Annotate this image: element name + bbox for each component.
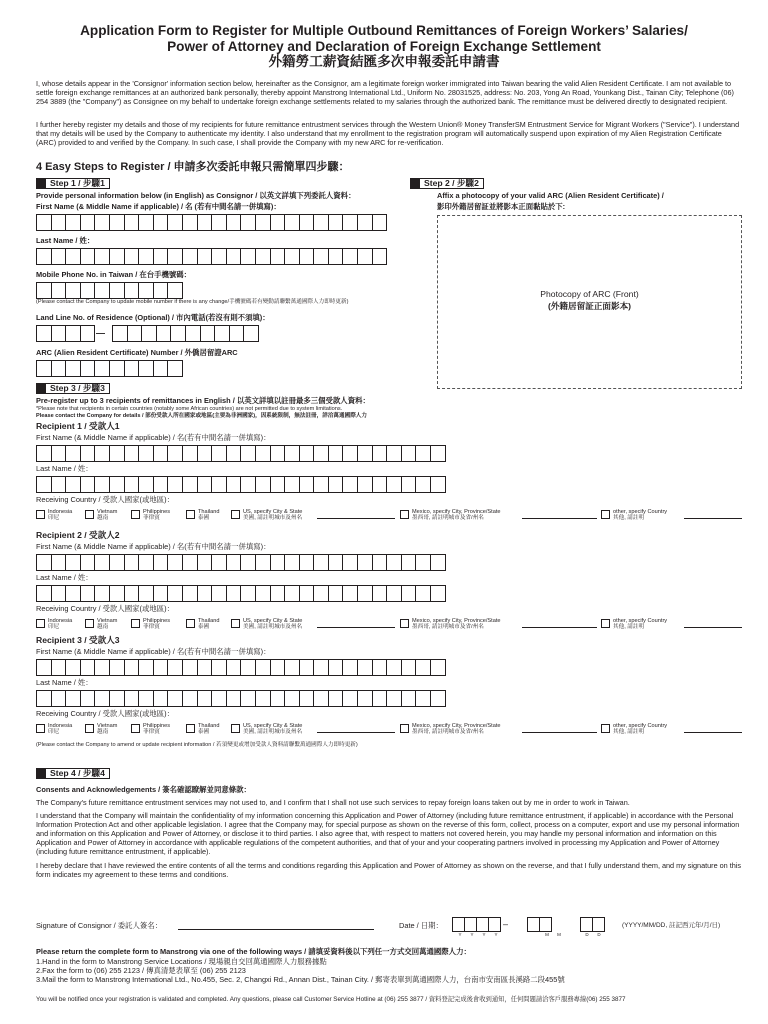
recipient-last-name-field[interactable] [36,585,445,602]
consignor-last-name-label: Last Name / 姓： [36,236,95,245]
other-country-line[interactable] [684,627,742,628]
receiving-country-label: Receiving Country / 受款人國家(或地區)： [36,604,174,613]
consent-paragraph-3: I hereby declare that I have reviewed the entire contents of all the terms and conditions regarding this Application and Power of Attorney as shown on the reverse, and that I fully understand them, and my signature on this form indicates my agreement to these terms and conditions. [36,861,741,879]
recipient-last-name-field[interactable] [36,476,445,493]
landline-dash: — [96,328,105,338]
country-option-label: Philippines 菲律賓 [143,618,171,631]
recipient-first-name-field[interactable] [36,445,445,462]
mobile-label: Mobile Phone No. in Taiwan / 在台手機號碼： [36,270,192,279]
country-option-label: Mexico, specify City, Province/State 墨西哥, 請註明城市及省/州名 [412,618,501,631]
country-option-label: other, specify Country 其他, 請註明 [613,509,668,522]
step3-contact-note: Please contact the Company for details / 部份受款人所在國家或地區(主要為非洲國家)，因系統限制，無法註冊，詳洽萬通國際人力 [36,413,367,419]
country-option-label: Indonesia 印尼 [48,723,73,736]
consignor-first-name-field[interactable] [36,214,386,231]
landline-area-field[interactable] [36,325,94,342]
country-checkbox-4[interactable] [186,510,195,519]
recipient-first-name-field[interactable] [36,554,445,571]
mexico-city-province-line[interactable] [522,732,597,733]
mobile-field[interactable] [36,282,182,299]
day-letters: D D [585,932,601,937]
date-day-field[interactable] [580,917,604,932]
signature-label: Signature of Consignor / 委託人簽名： [36,921,163,930]
recipient-first-name-label: First Name (& Middle Name if applicable) / 名(若有中間名請一併填寫)： [36,542,271,551]
country-checkbox-4[interactable] [186,619,195,628]
country-option-label: US, specify City & State 美國, 請註明城市及州名 [243,509,303,522]
date-month-field[interactable] [527,917,551,932]
us-city-state-line[interactable] [317,518,395,519]
mobile-note: (Please contact the Company to update mobile number if there is any change/手機號碼若有變動請聯繫萬通國際人力即時更新) [36,299,349,305]
step1-label: Step 1 / 步驟1 [36,178,110,189]
landline-label: Land Line No. of Residence (Optional) / 市內電話(若沒有則不須填)： [36,313,270,322]
landline-number-field[interactable] [112,325,258,342]
country-option-label: Thailand 泰國 [198,509,220,522]
recipient-first-name-field[interactable] [36,659,445,676]
consent-paragraph-1: The Company's future remittance entrustment services may not used to, and I confirm that I shall not use such services to repay foreign loans taken out by me in order to work in Taiwan. [36,798,630,807]
form-title-line1: Application Form to Register for Multiple Outbound Remittances of Foreign Workers’ Salaries/ [80,23,688,38]
year-letters: Y Y Y Y [458,932,498,937]
country-option-label: Vietnam 越南 [97,509,118,522]
country-option-label: US, specify City & State 美國, 請註明城市及州名 [243,723,303,736]
signature-line[interactable] [178,929,374,930]
footer-notice: You will be notified once your registration is validated and completed. Any questions, please call Customer Service Hotline at (06) 255 3877 / 資料登記完成後會收到通知，任何問題請洽客戶服務專線(06) 255 3877 [36,996,626,1003]
return-way-1: 1.Hand in the form to Manstrong Service Locations / 現場親自交回萬通國際人力服務據點 [36,957,327,966]
country-checkbox-5[interactable] [231,619,240,628]
amend-note: (Please contact the Company to amend or update recipient information / 若須變更或增加受款人資料請聯繫萬通國際人力即時更新) [36,742,358,748]
recipient-heading: Recipient 2 / 受款人2 [36,530,120,540]
country-option-label: Thailand 泰國 [198,618,220,631]
country-checkbox-7[interactable] [601,724,610,733]
step2-instruction-zh: 影印外籍居留証並將影本正面黏貼於下: [437,202,566,211]
intro-paragraph-1: I, whose details appear in the 'Consignor' information section below, hereinafter as the Consignor, am a legitimate foreign worker immigrated into Taiwan bearing the valid Alien Resident Certificate. I am not available to settle foreign exchange remittances at an authorized bank personally, thereby appoint Manstrong International Ltd., Uniform No. 28031525, address: No. 203, Yong An Road, Younkang Dist., Tainan City; Telephone (06) 254 3889 (the "Company") as Consignee on my behalf to undertake foreign exchange settlements related to my salaries through the authorized bank. The remittance must be delivered directly to designated recipient. [36,79,734,106]
country-checkbox-6[interactable] [400,619,409,628]
step2-label: Step 2 / 步驟2 [410,178,484,189]
return-heading: Please return the complete form to Manstrong via one of the following ways / 請填妥資料後以下列任一方式交回萬通國際人力： [36,947,471,956]
country-option-label: US, specify City & State 美國, 請註明城市及州名 [243,618,303,631]
recipient-heading: Recipient 3 / 受款人3 [36,635,120,645]
country-checkbox-2[interactable] [85,619,94,628]
country-option-label: Philippines 菲律賓 [143,509,171,522]
country-option-label: Indonesia 印尼 [48,509,73,522]
form-title-line2: Power of Attorney and Declaration of Foreign Exchange Settlement [167,39,601,54]
mexico-city-province-line[interactable] [522,518,597,519]
other-country-line[interactable] [684,518,742,519]
consignor-first-name-label: First Name (& Middle Name if applicable) / 名 (若有中間名請一併填寫)： [36,202,281,211]
date-separator-1: – [503,919,509,929]
us-city-state-line[interactable] [317,732,395,733]
form-title-chinese: 外籍勞工薪資結匯多次申報委託申請書 [268,54,500,69]
arc-label: ARC (Alien Resident Certificate) Number / 外僑居留證ARC [36,348,238,357]
recipient-first-name-label: First Name (& Middle Name if applicable) / 名(若有中間名請一併填寫)： [36,647,271,656]
country-checkbox-3[interactable] [131,724,140,733]
intro-paragraph-2: I further hereby register my details and those of my recipients for future remittance entrustment services through the Western Union® Money TransferSM Entrustment Service for Migrant Workers ("Service"). I understand that my details will be used by the Company to authenticate my identity. I also understand that my enrollment to the registration program will automatically suspend upon expiration of my Alien Registration Certificate (ARC) provided to and verified by the Company. In such case, I shall provide the Company with my new ARC for re-verification. [36,120,740,147]
country-checkbox-7[interactable] [601,619,610,628]
arc-number-field[interactable] [36,360,182,377]
country-option-label: Mexico, specify City, Province/State 墨西哥, 請註明城市及省/州名 [412,509,501,522]
country-checkbox-6[interactable] [400,510,409,519]
photocopy-label-zh: (外籍居留証正面影本) [547,301,632,311]
recipient-last-name-field[interactable] [36,690,445,707]
country-checkbox-1[interactable] [36,510,45,519]
step3-instruction: Pre-register up to 3 recipients of remittances in English / 以英文詳填以註冊最多三個受款人資料： [36,396,370,405]
us-city-state-line[interactable] [317,627,395,628]
country-checkbox-6[interactable] [400,724,409,733]
recipient-heading: Recipient 1 / 受款人1 [36,421,120,431]
receiving-country-label: Receiving Country / 受款人國家(或地區)： [36,709,174,718]
country-checkbox-5[interactable] [231,510,240,519]
country-option-label: Thailand 泰國 [198,723,220,736]
country-option-label: Indonesia 印尼 [48,618,73,631]
country-checkbox-2[interactable] [85,724,94,733]
step4-label: Step 4 / 步驟4 [36,768,110,779]
step2-instruction-en: Affix a photocopy of your valid ARC (Alien Resident Certificate) / [437,191,664,200]
country-checkbox-5[interactable] [231,724,240,733]
recipient-last-name-label: Last Name / 姓： [36,573,93,582]
country-checkbox-1[interactable] [36,619,45,628]
arc-photocopy-area [437,215,742,389]
return-way-3: 3.Mail the form to Manstrong International Ltd., No.455, Sec. 2, Changxi Rd., Annan Dist., Tainan City. / 郵寄表單到萬通國際人力，台南市安南區長溪路二段455號 [36,975,565,984]
step3-label: Step 3 / 步驟3 [36,383,110,394]
country-checkbox-1[interactable] [36,724,45,733]
date-year-field[interactable] [452,917,500,932]
photocopy-label-en: Photocopy of ARC (Front) [540,289,639,299]
step1-instruction: Provide personal information below (in English) as Consignor / 以英文詳填下列委託人資料： [36,191,356,200]
country-checkbox-7[interactable] [601,510,610,519]
mexico-city-province-line[interactable] [522,627,597,628]
date-format-hint: (YYYY/MM/DD, 註記西元年/月/日) [622,922,721,929]
country-option-label: other, specify Country 其他, 請註明 [613,618,668,631]
country-checkbox-3[interactable] [131,619,140,628]
country-checkbox-4[interactable] [186,724,195,733]
recipient-last-name-label: Last Name / 姓： [36,678,93,687]
country-option-label: Vietnam 越南 [97,723,118,736]
other-country-line[interactable] [684,732,742,733]
date-label: Date / 日期： [399,921,443,930]
country-checkbox-3[interactable] [131,510,140,519]
return-way-2: 2.Fax the form to (06) 255 2123 / 傳真清楚表單至 (06) 255 2123 [36,966,246,975]
step4-heading: Consents and Acknowledgements / 簽名確認瞭解並同意條款： [36,785,251,794]
country-option-label: Vietnam 越南 [97,618,118,631]
steps-heading: 4 Easy Steps to Register / 申請多次委託申報只需簡單四步驟： [36,161,350,173]
country-option-label: other, specify Country 其他, 請註明 [613,723,668,736]
consent-paragraph-2: I understand that the Company will maintain the confidentiality of my information concerning this Application and Power of Attorney (including future remittance entrustment, if applicable) in accordance with the Personal Information Protection Act and other applicable legislation. I agree that the Company may, for special purpose as shown on the reverse of this form, collect, process on a computer, export and use my personal information and information on this Application and Power of Attorney, or disclose it to third parties. I also agree that, with respect to matters not covered herein, you may handle my personal information and information on this Application and Power of Attorney in accordance with applicable regulations of the competent authorities, and that of your and your cooperating partners involved in processing my Application and Power of Attorney (including future remittance entrustment, if applicable). [36,811,740,856]
country-checkbox-2[interactable] [85,510,94,519]
recipient-first-name-label: First Name (& Middle Name if applicable) / 名(若有中間名請一併填寫)： [36,433,271,442]
country-option-label: Mexico, specify City, Province/State 墨西哥, 請註明城市及省/州名 [412,723,501,736]
receiving-country-label: Receiving Country / 受款人國家(或地區)： [36,495,174,504]
month-letters: M M [545,932,561,937]
consignor-last-name-field[interactable] [36,248,386,265]
step3-note: *Please note that recipients in certain countries (notably some African countries) are not permitted due to system limitations. [36,406,343,412]
country-option-label: Philippines 菲律賓 [143,723,171,736]
recipient-last-name-label: Last Name / 姓： [36,464,93,473]
